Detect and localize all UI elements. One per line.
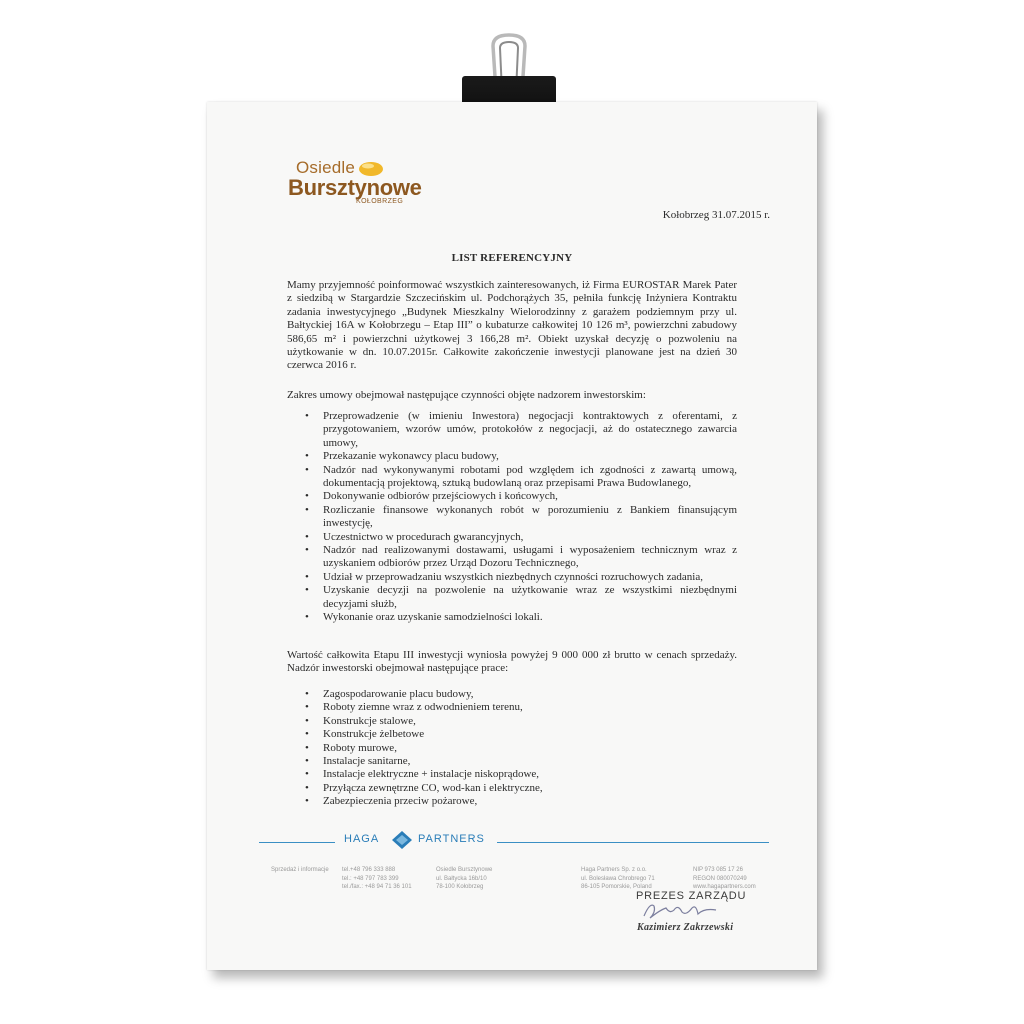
footer-brand-haga: HAGA: [344, 833, 380, 845]
footer-company-ids: NIP 973 085 17 26 REGON 080070249 www.hagapartners.com: [693, 867, 756, 891]
diamond-icon: [391, 830, 413, 850]
paragraph-value: Wartość całkowita Etapu III inwestycji wyniosła powyżej 9 000 000 zł brutto w cenach sprzedaży. Nadzór inwestorski obejmował następujące prace:: [287, 649, 737, 675]
footer-brand-partners: PARTNERS: [418, 833, 485, 845]
letter-title: LIST REFERENCYJNY: [451, 252, 573, 264]
list-item: • Uzyskanie decyzji na pozwolenie na użytkowanie wraz ze wszystkimi niezbędnymi decyzjami służb,: [323, 584, 737, 611]
list-item: • Udział w przeprowadzaniu wszystkich niezbędnych czynności rozruchowych zadania,: [323, 571, 737, 584]
works-list: [323, 688, 737, 809]
paragraph-scope: Zakres umowy obejmował następujące czynności objęte nadzorem inwestorskim:: [287, 389, 646, 401]
list-item: • Nadzór nad wykonywanymi robotami pod względem ich zgodności z zawartą umową, dokumentacją projektową, sztuką budowlaną oraz przepisami Prawa Budowlanego,: [323, 464, 737, 491]
list-item: • Instalacje sanitarne,: [323, 755, 737, 768]
list-item: • Rozliczanie finansowe wykonanych robót w porozumieniu z Bankiem finansującym inwestycję,: [323, 504, 737, 531]
list-item: • Nadzór nad realizowanymi dostawami, usługami i wyposażeniem technicznym wraz z uzyskaniem odbiorów przez Urząd Dozoru Technicznego,: [323, 544, 737, 571]
stamp-position: PREZES ZARZĄDU: [636, 890, 747, 902]
list-item: • Dokonywanie odbiorów przejściowych i końcowych,: [323, 490, 737, 503]
list-item: • Zagospodarowanie placu budowy,: [323, 688, 737, 701]
footer-rule-left: [259, 842, 335, 843]
list-item: • Instalacje elektryczne + instalacje niskoprądowe,: [323, 768, 737, 781]
letter-date: Kołobrzeg 31.07.2015 r.: [662, 209, 770, 221]
list-item: • Roboty murowe,: [323, 742, 737, 755]
list-item: • Przyłącza zewnętrzne CO, wod-kan i elektryczne,: [323, 782, 737, 795]
list-item: • Roboty ziemne wraz z odwodnieniem terenu,: [323, 701, 737, 714]
paragraph-intro: Mamy przyjemność poinformować wszystkich zainteresowanych, iż Firma EUROSTAR Marek Pater z siedzibą w Stargardzie Szczecińskim ul. Podchorążych 35, pełniła funkcję Inżyniera Kontraktu zadania inwestycyjnego „Budynek Mieszkalny Wielorodzinny z garażem podziemnym przy ul. Bałtyckiej 16A w Kołobrzegu – Etap III” o kubaturze całkowitej 10 126 m³, powierzchni zabudowy 586,65 m² i powierzchni użytkowej 3 166,28 m². Obiekt uzyskał decyzję o pozwoleniu na użytkowanie w dn. 10.07.2015r. Całkowite zakończenie inwestycji planowane jest na dzień 30 czerwca 2016 r.: [287, 279, 737, 372]
signature: [640, 898, 720, 922]
footer-sales-address: Osiedle Bursztynowe ul. Bałtycka 16b/10 78-100 Kołobrzeg: [436, 867, 493, 891]
list-item: • Wykonanie oraz uzyskanie samodzielności lokali.: [323, 611, 737, 624]
logo-line-osiedle: Osiedle: [296, 158, 356, 177]
logo-line-city: KOŁOBRZEG: [356, 198, 404, 205]
footer-company-address: Haga Partners Sp. z o.o. ul. Bolesława Chrobrego 71 86-105 Pomorskie, Poland: [581, 867, 655, 891]
list-item: • Konstrukcje żelbetowe: [323, 728, 737, 741]
stamp-name: Kazimierz Zakrzewski: [637, 922, 734, 933]
list-item: • Zabezpieczenia przeciw pożarowe,: [323, 795, 737, 808]
footer-phones: tel.+48 796 333 888 tel.: +48 797 783 399 tel./fax.: +48 94 71 36 101: [342, 867, 412, 891]
scope-list: [323, 410, 737, 625]
footer-rule-right: [497, 842, 769, 843]
list-item: • Przeprowadzenie (w imieniu Inwestora) negocjacji kontraktowych z oferentami, z przygotowaniem, wzorów umów, protokołów z negocjacji, aż do ostatecznego zawarcia umowy,: [323, 410, 737, 450]
list-item: • Uczestnictwo w procedurach gwarancyjnych,: [323, 531, 737, 544]
list-item: • Przekazanie wykonawcy placu budowy,: [323, 450, 737, 463]
list-item: • Konstrukcje stalowe,: [323, 715, 737, 728]
logo-line-bursztynowe: Bursztynowe: [288, 175, 422, 200]
footer-sales-label: Sprzedaż i informacje: [271, 867, 329, 873]
